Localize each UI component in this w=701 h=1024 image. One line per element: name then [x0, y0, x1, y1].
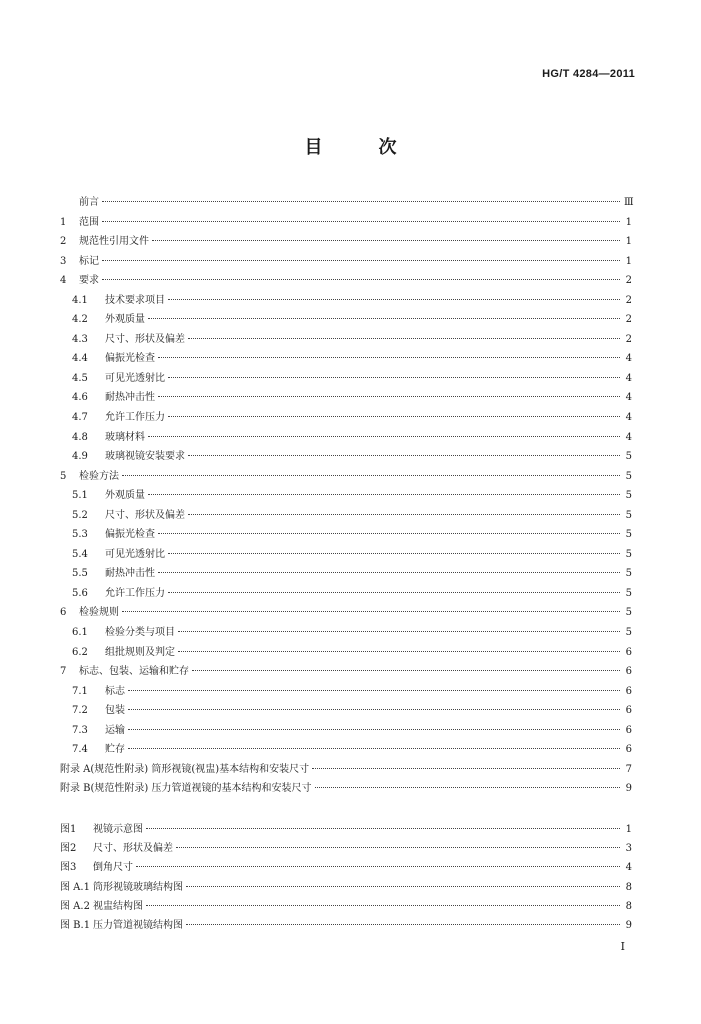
toc-entry-page: 5: [625, 490, 632, 502]
toc-entry-title: 检验方法: [79, 470, 119, 482]
dot-leader: [168, 542, 620, 554]
toc-entry-page: 2: [625, 275, 632, 287]
toc-entry-number: 6: [60, 607, 67, 619]
toc-entry-page: 8: [625, 881, 632, 893]
dot-leader: [158, 522, 620, 534]
toc-entry[interactable]: [60, 779, 632, 799]
toc-entry-page: 5: [625, 451, 632, 463]
dot-leader: [192, 659, 620, 671]
dot-leader: [178, 640, 620, 652]
dot-leader: [128, 698, 620, 710]
toc-entry-number: 图 A.2: [60, 900, 90, 912]
toc-entry-number: 7.1: [72, 685, 88, 697]
toc-entry-title: 运输: [105, 724, 125, 736]
toc-entry-page: 2: [625, 333, 632, 345]
toc-entry-number: 图3: [60, 862, 77, 874]
toc-entry-page: 1: [625, 216, 632, 228]
toc-entry-title: 偏振光检查: [105, 353, 155, 365]
page-title: [0, 133, 701, 159]
toc-entry-title: 视盅结构图: [93, 900, 143, 912]
toc-entry-title: 附录 B(规范性附录) 压力管道视镜的基本结构和安装尺寸: [60, 783, 312, 795]
toc-entry-number: 5.3: [72, 529, 88, 541]
toc-entry-page: 4: [625, 372, 632, 384]
toc-entry-title: 倒角尺寸: [93, 862, 133, 874]
toc-entry-number: 图1: [60, 824, 77, 835]
toc-entry-number: 4.9: [72, 451, 88, 463]
toc-entry-page: 5: [625, 568, 632, 580]
dot-leader: [102, 190, 620, 202]
toc-entry-number: 5.1: [72, 490, 88, 502]
toc-entry-number: 5: [60, 470, 67, 482]
toc-entry-title: 前言: [79, 197, 99, 208]
dot-leader: [146, 817, 620, 829]
toc-entry-number: 图 B.1: [60, 919, 91, 931]
dot-leader: [186, 875, 620, 887]
toc-entry-title: 附录 A(规范性附录) 筒形视镜(视盅)基本结构和安装尺寸: [60, 763, 310, 775]
toc-entry-page: 8: [625, 900, 632, 912]
toc-entry-number: 4.1: [72, 294, 88, 306]
toc-entry-page: 3: [625, 843, 632, 855]
toc-entry-title: 允许工作压力: [105, 412, 165, 424]
toc-entry-page: 5: [625, 627, 632, 639]
toc-entry-title: 要求: [79, 275, 99, 287]
figure-list: [60, 820, 632, 935]
toc-entry-title: 包装: [105, 705, 125, 717]
toc-entry-number: 4.6: [72, 392, 88, 404]
dot-leader: [152, 229, 620, 241]
toc-entry-number: 5.4: [72, 548, 88, 560]
dot-leader: [128, 718, 620, 730]
toc-entry-page: 7: [625, 763, 632, 775]
toc-entry-number: 7: [60, 666, 67, 678]
dot-leader: [312, 757, 620, 769]
toc-entry-page: 2: [625, 294, 632, 306]
dot-leader: [158, 385, 620, 397]
toc-entry-title: 允许工作压力: [105, 587, 165, 599]
toc-entry-title: 尺寸、形状及偏差: [105, 509, 185, 521]
dot-leader: [178, 620, 620, 632]
toc-entry-page: 6: [625, 685, 632, 697]
title-char-2: 次: [378, 137, 397, 158]
dot-leader: [122, 464, 620, 476]
toc-entry-title: 贮存: [105, 744, 125, 756]
toc-entry-number: 4.4: [72, 353, 88, 365]
toc-entry-title: 尺寸、形状及偏差: [105, 333, 185, 345]
toc-entry-number: 4.2: [72, 314, 88, 326]
toc-entry-page: 5: [625, 529, 632, 541]
dot-leader: [128, 737, 620, 749]
toc-entry-page: 4: [625, 392, 632, 404]
toc-entry-number: 6.1: [72, 627, 88, 639]
toc-entry-number: 图2: [60, 843, 77, 855]
toc-entry-number: 1: [60, 216, 67, 228]
toc-entry-title: 检验分类与项目: [105, 627, 175, 639]
toc-entry-number: 4.7: [72, 412, 88, 424]
toc-entry-page: 2: [625, 314, 632, 326]
dot-leader: [158, 561, 620, 573]
dot-leader: [102, 210, 620, 222]
toc-entry-title: 规范性引用文件: [79, 236, 149, 248]
toc-entry-page: 6: [625, 744, 632, 756]
dot-leader: [168, 288, 620, 300]
toc-entry-title: 可见光透射比: [105, 548, 165, 560]
dot-leader: [102, 249, 620, 261]
toc-entry-title: 耐热冲击性: [105, 568, 155, 580]
toc-entry-page: 6: [625, 724, 632, 736]
toc-entry-title: 玻璃材料: [105, 431, 145, 443]
toc-entry-title: 耐热冲击性: [105, 392, 155, 404]
dot-leader: [136, 855, 620, 867]
dot-leader: [122, 600, 620, 612]
table-of-contents: [60, 193, 632, 799]
dot-leader: [168, 581, 620, 593]
toc-entry-page: 1: [625, 824, 632, 835]
toc-entry-page: 5: [625, 607, 632, 619]
toc-entry-title: 组批规则及判定: [105, 646, 175, 658]
toc-entry-page: 4: [625, 412, 632, 424]
toc-entry-number: 4: [60, 275, 67, 287]
toc-entry-number: 图 A.1: [60, 881, 90, 893]
dot-leader: [188, 327, 620, 339]
toc-entry-title: 技术要求项目: [105, 294, 165, 306]
toc-entry-page: 9: [625, 919, 632, 931]
dot-leader: [128, 679, 620, 691]
toc-entry-page: 5: [625, 470, 632, 482]
page-number: I: [620, 940, 625, 953]
toc-entry-title: 范围: [79, 216, 99, 228]
title-char-1: 目: [304, 137, 323, 158]
toc-entry-number: 7.2: [72, 705, 88, 717]
toc-entry[interactable]: [60, 916, 632, 935]
toc-entry-page: 1: [625, 255, 632, 267]
toc-entry-number: 6.2: [72, 646, 88, 658]
toc-entry-number: 3: [60, 255, 67, 267]
dot-leader: [102, 268, 620, 280]
dot-leader: [168, 405, 620, 417]
toc-entry-title: 外观质量: [105, 314, 145, 326]
dot-leader: [188, 503, 620, 515]
toc-entry-page: 6: [625, 705, 632, 717]
dot-leader: [168, 366, 620, 378]
toc-entry-page: 6: [625, 646, 632, 658]
dot-leader: [176, 836, 620, 848]
toc-entry-title: 可见光透射比: [105, 372, 165, 384]
toc-entry-number: 5.6: [72, 587, 88, 599]
dot-leader: [148, 425, 620, 437]
toc-entry-title: 标志、包装、运输和贮存: [79, 666, 189, 678]
toc-entry-number: 4.3: [72, 333, 88, 345]
dot-leader: [188, 444, 620, 456]
toc-entry-number: 4.8: [72, 431, 88, 443]
toc-entry-number: 2: [60, 236, 67, 248]
toc-entry-title: 偏振光检查: [105, 529, 155, 541]
toc-entry-page: 4: [625, 353, 632, 365]
toc-entry-page: 5: [625, 509, 632, 521]
toc-entry-page: 1: [625, 236, 632, 248]
toc-entry-title: 筒形视镜玻璃结构图: [93, 881, 183, 893]
toc-entry-title: 检验规则: [79, 607, 119, 619]
toc-entry-title: 压力管道视镜结构图: [93, 919, 183, 931]
toc-entry-title: 视镜示意图: [93, 824, 143, 835]
toc-entry-number: 5.2: [72, 509, 88, 521]
toc-entry-page: 6: [625, 666, 632, 678]
standard-code: HG/T 4284—2011: [542, 68, 635, 80]
toc-entry-page: Ⅲ: [624, 197, 634, 208]
toc-entry-page: 4: [625, 431, 632, 443]
toc-entry-page: 9: [625, 783, 632, 795]
toc-entry-page: 5: [625, 587, 632, 599]
dot-leader: [146, 894, 620, 906]
toc-entry-number: 7.4: [72, 744, 88, 756]
dot-leader: [315, 776, 620, 788]
dot-leader: [158, 346, 620, 358]
toc-entry-title: 外观质量: [105, 490, 145, 502]
toc-entry-number: 5.5: [72, 568, 88, 580]
toc-entry-number: 4.5: [72, 372, 88, 384]
toc-entry-title: 标志: [105, 685, 125, 697]
toc-entry-title: 标记: [79, 255, 99, 267]
dot-leader: [148, 307, 620, 319]
dot-leader: [186, 913, 620, 925]
toc-entry-title: 尺寸、形状及偏差: [93, 843, 173, 855]
toc-entry-page: 5: [625, 548, 632, 560]
dot-leader: [148, 483, 620, 495]
toc-entry-page: 4: [625, 862, 632, 874]
toc-entry-title: 玻璃视镜安装要求: [105, 451, 185, 463]
toc-entry-number: 7.3: [72, 724, 88, 736]
